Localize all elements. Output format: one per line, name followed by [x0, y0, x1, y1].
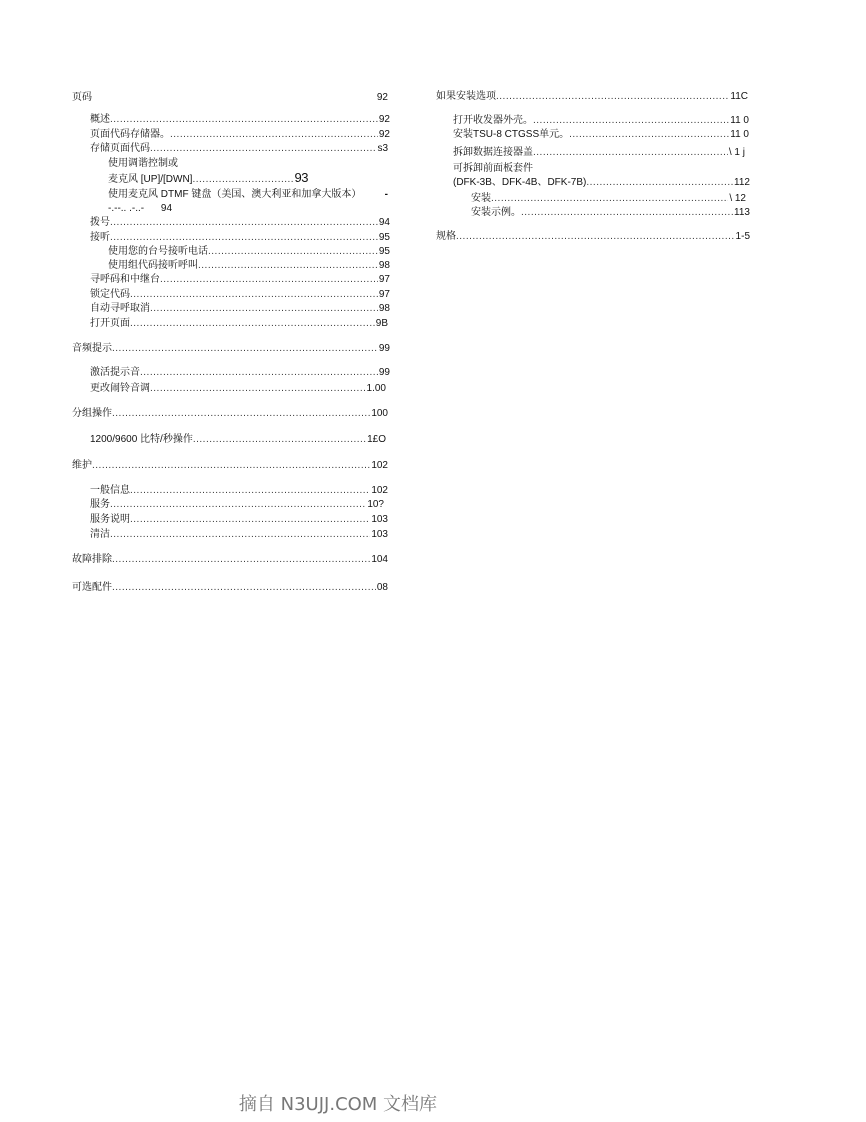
toc-entry-page: 92 [378, 129, 390, 140]
toc-entry-title: 维护 [72, 460, 92, 471]
toc-entry-title: 安装TSU-8 CTGSS单元。 [453, 129, 570, 140]
toc-entry-page: 95 [378, 232, 390, 243]
toc-entry-page: 104 [371, 554, 388, 565]
toc-entry-page: 97 [378, 289, 390, 300]
toc-entry[interactable] [90, 499, 384, 511]
toc-entry-page: 94 [378, 217, 390, 228]
toc-entry-title: 如果安装选项 [436, 91, 496, 102]
toc-entry-page: 98 [378, 260, 390, 271]
toc-entry[interactable] [108, 189, 388, 201]
toc-entry-page: 103 [371, 529, 388, 540]
toc-entry[interactable] [90, 232, 390, 244]
toc-entry-title: 一般信息 [90, 485, 130, 496]
toc-entry-tail: - [384, 189, 388, 200]
toc-entry-page: 112 [734, 177, 750, 188]
toc-entry[interactable] [72, 92, 388, 104]
toc-entry-page: 92 [378, 114, 390, 125]
toc-entry[interactable] [90, 434, 386, 446]
toc-entry-title: 使用麦克风 DTMF 键盘（美国、澳大利亚和加拿大版本） [108, 189, 362, 200]
toc-entry-page: 9B [375, 318, 388, 329]
toc-entry-page: 100 [371, 408, 388, 419]
toc-entry[interactable] [90, 318, 388, 330]
toc-entry-page: 93 [294, 170, 308, 185]
toc-entry[interactable] [90, 217, 390, 229]
toc-entry[interactable] [90, 129, 390, 141]
toc-entry-page: 103 [371, 514, 388, 525]
watermark-footer: 摘自 N3UJJ.COM 文档库 [238, 1094, 438, 1115]
toc-entry-title: 拆卸数据连接器盖 [453, 147, 533, 158]
toc-entry[interactable] [90, 514, 388, 526]
toc-entry[interactable] [471, 193, 746, 205]
toc-entry-title: 页码 [72, 92, 92, 103]
toc-entry-page: 1.00 [366, 383, 386, 394]
toc-entry-page: 1£O [367, 434, 386, 445]
toc-entry[interactable] [72, 554, 388, 566]
toc-entry[interactable] [453, 129, 749, 141]
toc-entry-title: 可选配件 [72, 582, 112, 593]
toc-entry-title: 清洁 [90, 529, 110, 540]
toc-entry[interactable] [90, 143, 388, 155]
toc-entry-page: \ 1 j [728, 147, 745, 158]
toc-entry-title: 页面代码存储器。 [90, 129, 170, 140]
toc-entry-page: 94 [160, 203, 173, 214]
toc-entry-title: 音频提示 [72, 343, 112, 354]
toc-entry-title: 使用组代码接听呼叫 [108, 260, 198, 271]
toc-entry-page: 1-5 [735, 231, 750, 242]
toc-entry-title: 拨号 [90, 217, 110, 228]
toc-entry-title: 可拆卸前面板套件 [453, 163, 533, 174]
toc-entry[interactable] [108, 260, 390, 272]
toc-entry-page: 11C [730, 91, 748, 102]
toc-entry-title: 麦克风 [UP]/[DWN] [108, 174, 193, 185]
toc-entry-title: 1200/9600 比特/秒操作 [90, 434, 193, 445]
toc-entry-title: 服务 [90, 499, 110, 510]
toc-entry-page: 95 [378, 246, 390, 257]
toc-entry-title: 规格 [436, 231, 456, 242]
toc-entry[interactable] [108, 172, 308, 186]
toc-entry-title: 寻呼码和中继台 [90, 274, 160, 285]
toc-entry-page: 11 0 [730, 129, 749, 140]
toc-entry[interactable] [90, 114, 390, 126]
toc-entry[interactable] [72, 460, 388, 472]
toc-entry-title: 使用您的台号接听电话 [108, 246, 208, 257]
toc-entry-page: 08 [376, 582, 388, 593]
toc-entry[interactable] [436, 91, 748, 103]
toc-entry[interactable] [471, 207, 750, 219]
toc-entry-title: 概述 [90, 114, 110, 125]
toc-entry[interactable] [108, 246, 390, 258]
toc-entry[interactable] [90, 529, 388, 541]
toc-entry-page: 102 [371, 485, 388, 496]
toc-entry[interactable] [90, 485, 388, 497]
toc-entry-title: 安装示例。 [471, 207, 521, 218]
toc-entry-page: 99 [378, 367, 390, 378]
toc-entry[interactable] [453, 147, 745, 159]
toc-entry[interactable] [453, 115, 749, 127]
toc-entry-page: 98 [378, 303, 390, 314]
toc-entry-title: 自动寻呼取消 [90, 303, 150, 314]
toc-entry-page: 97 [378, 274, 390, 285]
toc-entry-page: 92 [376, 92, 388, 103]
toc-entry-title: 打开页面 [90, 318, 130, 329]
toc-entry-title: 使用调谐控制或 [108, 158, 178, 169]
toc-entry-title: 服务说明 [90, 514, 130, 525]
toc-entry-page: \ 12 [729, 193, 746, 204]
toc-entry-title: 接听 [90, 232, 110, 243]
toc-entry-title: 激活提示音 [90, 367, 140, 378]
toc-entry-title: 安装 [471, 193, 491, 204]
toc-entry-title: 打开收发器外壳。 [453, 115, 533, 126]
toc-entry-title: 分组操作 [72, 408, 112, 419]
toc-entry[interactable] [72, 582, 388, 594]
toc-entry[interactable] [90, 289, 390, 301]
toc-entry[interactable] [90, 367, 390, 379]
toc-entry[interactable] [453, 177, 750, 189]
toc-entry[interactable] [90, 383, 386, 395]
toc-entry-title: -.--.. .-..- [108, 203, 145, 214]
toc-entry[interactable] [90, 303, 390, 315]
toc-entry[interactable] [72, 343, 390, 355]
toc-entry[interactable] [90, 274, 390, 286]
toc-entry-title: 存储页面代码 [90, 143, 150, 154]
toc-entry-page: 99 [378, 343, 390, 354]
toc-entry[interactable] [108, 203, 172, 215]
toc-entry-title: 锁定代码 [90, 289, 130, 300]
toc-entry[interactable] [436, 231, 750, 243]
toc-entry-title: 故障排除 [72, 554, 112, 565]
toc-entry-page: s3 [377, 143, 388, 154]
toc-entry-page: 102 [371, 460, 388, 471]
toc-entry-page: 10? [367, 499, 384, 510]
toc-entry-page: 11 0 [730, 115, 749, 126]
toc-entry-title: 更改闹铃音调 [90, 383, 150, 394]
toc-entry-page: 113 [734, 207, 750, 218]
toc-entry[interactable] [72, 408, 388, 420]
toc-entry-title: (DFK-3B、DFK-4B、DFK-7B) [453, 177, 587, 188]
